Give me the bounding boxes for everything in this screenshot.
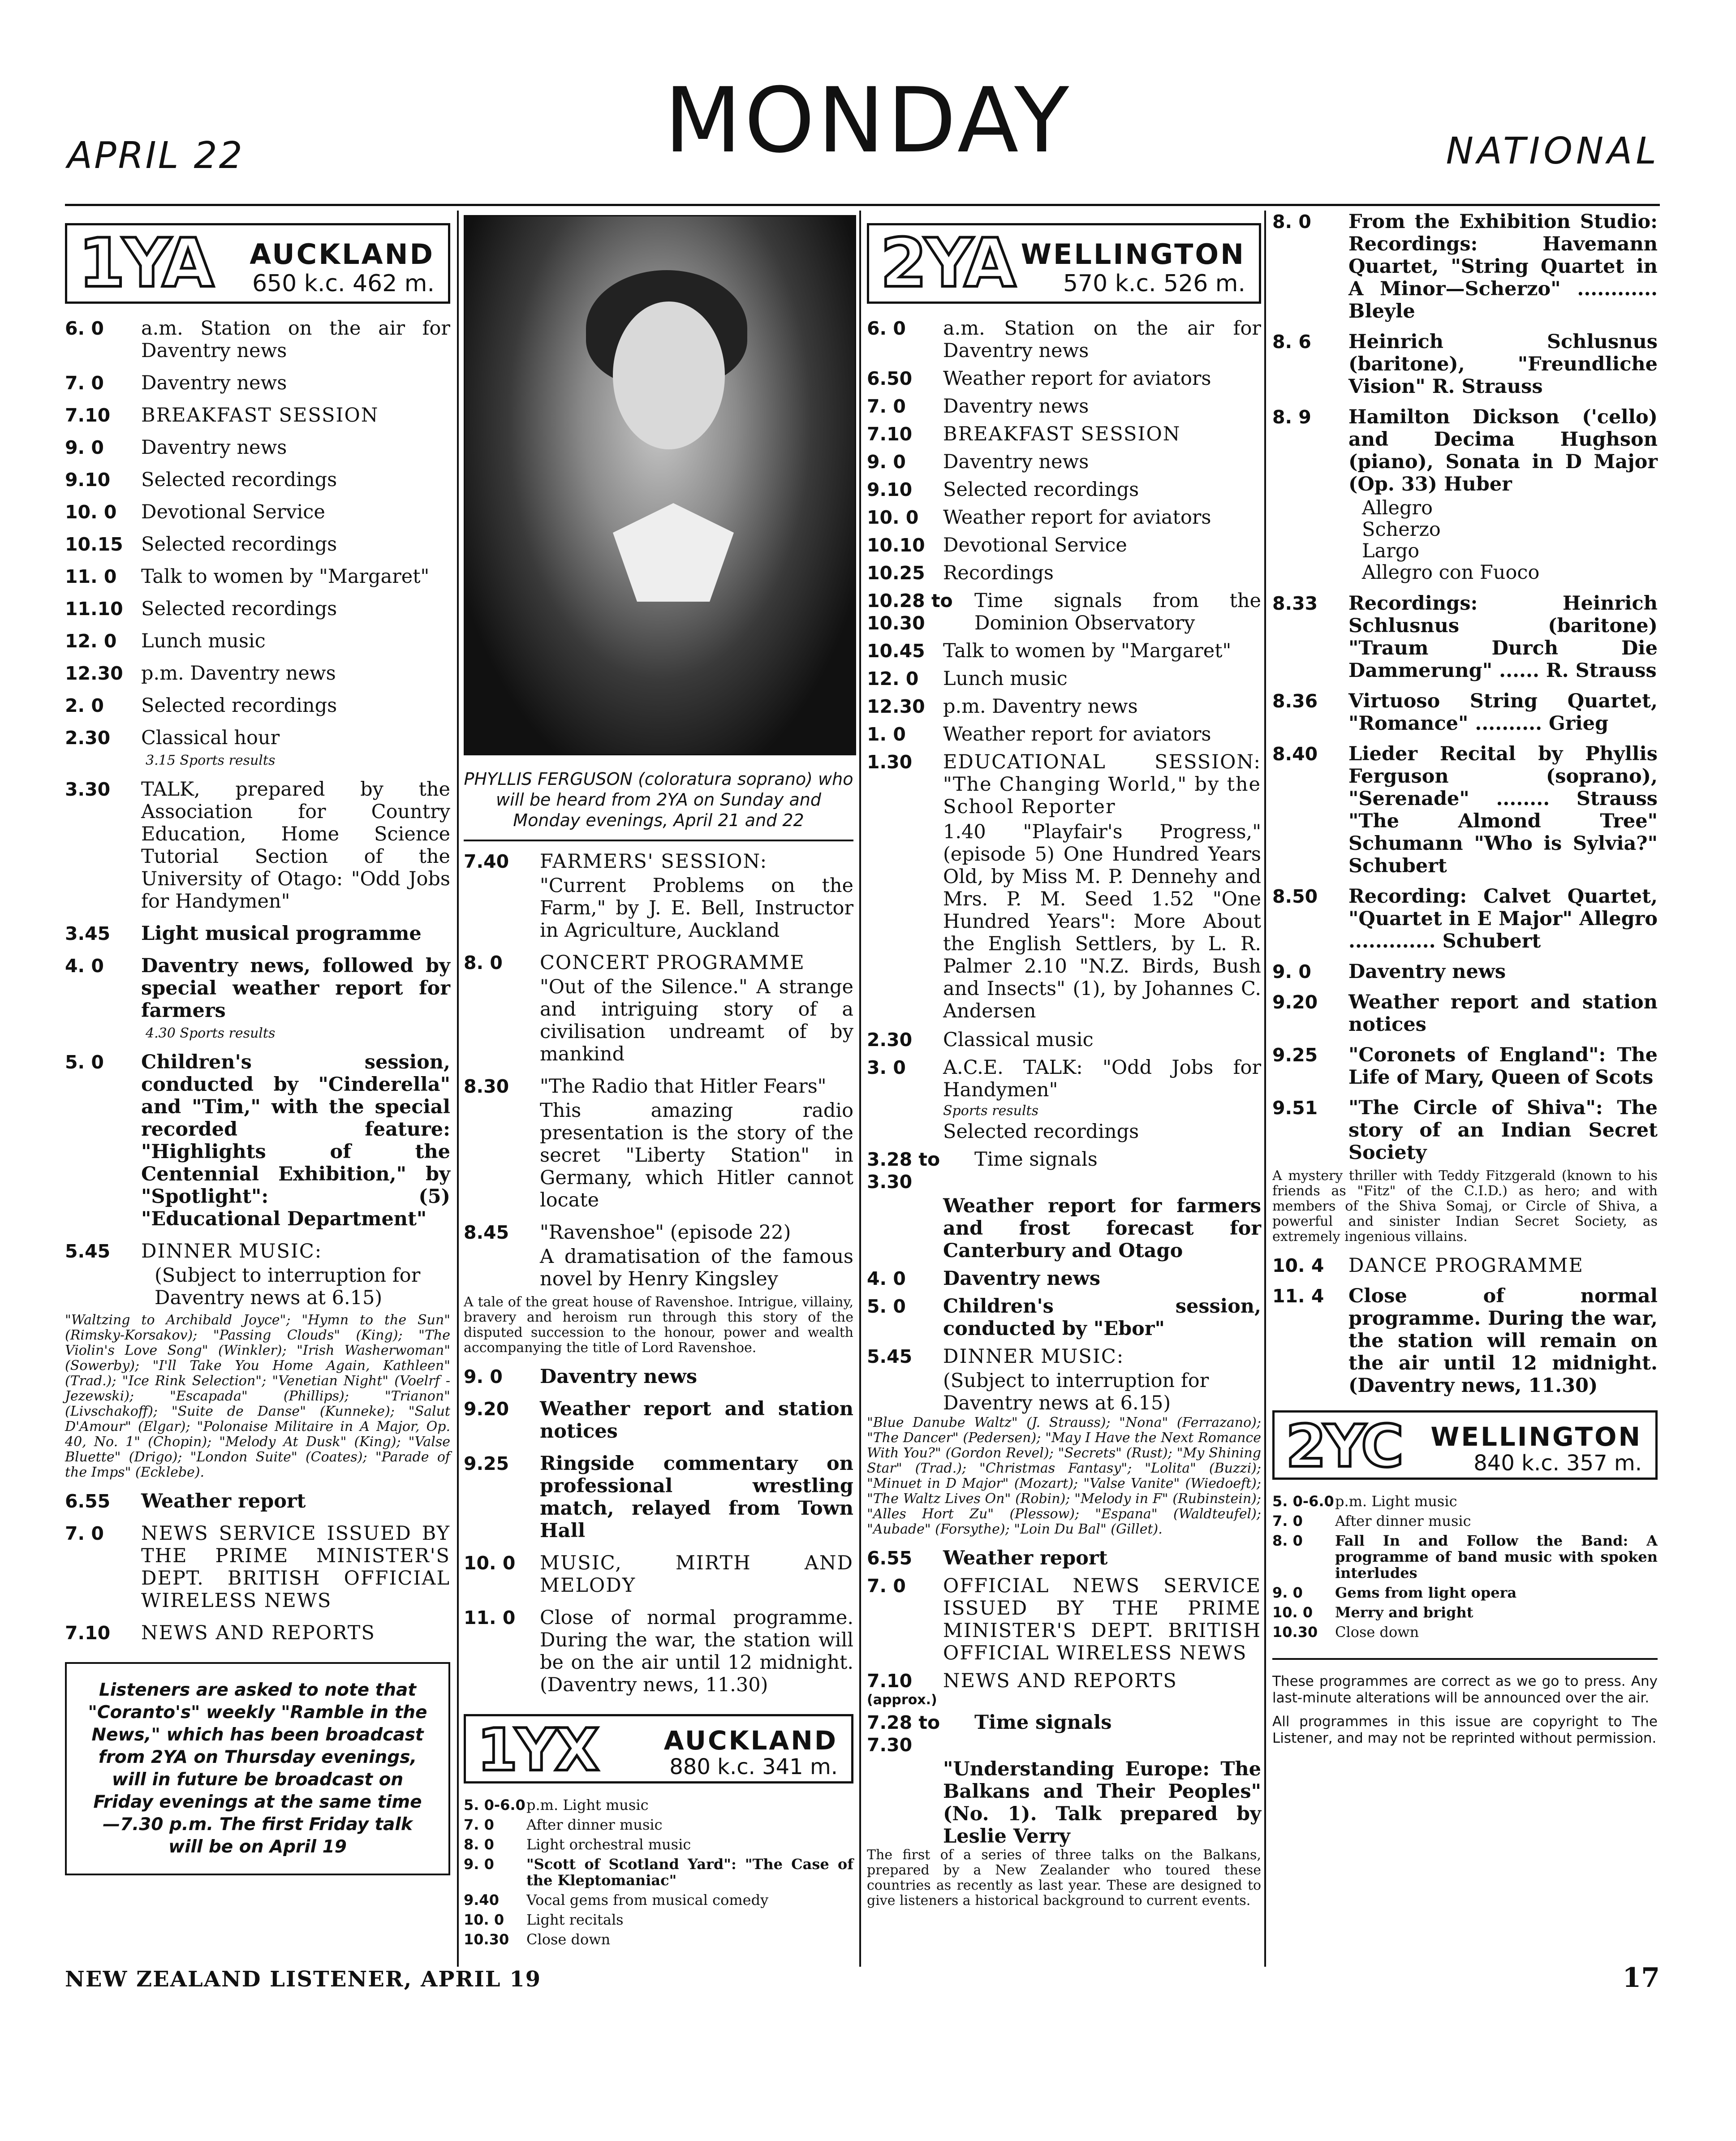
publication-footer: NEW ZEALAND LISTENER, APRIL 19 [65, 1967, 542, 1992]
station-city: WELLINGTON [1021, 238, 1245, 271]
programme-item: 8. 9 Hamilton Dickson ('cello) and Decima Hughson (piano), Sonata in D Major (Op. 33) Huber [1272, 406, 1658, 495]
programme-item: 5. 0 Children's session, conducted by "Cinderella" and "Tim," with the special recorded feature: "Highlights of the Centennial Exhibition," by "Spotlight": (5) "Educational Department" [65, 1051, 450, 1230]
station-call-sign: 1YX [477, 1716, 597, 1784]
movement-list [1272, 497, 1658, 583]
column-divider [1264, 211, 1266, 1967]
programme-item: 12. 0 Lunch music [65, 630, 266, 652]
programme-item: 7. 0 Daventry news [65, 372, 287, 394]
portrait-photo [464, 215, 856, 755]
programme-item: 7.10 BREAKFAST SESSION [867, 423, 1181, 445]
programme-item: 5.45 DINNER MUSIC: [65, 1240, 323, 1262]
programme-item: 10.15 Selected recordings [65, 533, 337, 556]
programme-item: 7.28 to 7.30 Time signals [867, 1711, 1112, 1756]
movement-item: Largo [1362, 540, 1420, 562]
programme-item: 8.33 Recordings: Heinrich Schlusnus (baritone) "Traum Durch Die Dammerung" ...... R. Strauss [1272, 592, 1658, 682]
column-2ya-evening-2yc [1272, 211, 1658, 1747]
programme-item: 2. 0 Selected recordings [65, 694, 337, 717]
programme-item: This amazing radio presentation is the story of the secret "Liberty Station" in Germany, which Hitler cannot locate [540, 1099, 853, 1211]
header-rule [65, 204, 1660, 206]
programme-item: 9. 0 Daventry news [1272, 961, 1506, 983]
programme-item: 7.10 NEWS AND REPORTS [65, 1622, 375, 1644]
station-city: WELLINGTON [1430, 1422, 1642, 1452]
dinner-music-list: "Blue Danube Waltz" (J. Strauss); "Nona" (Ferrazano); "The Dancer" (Pedersen); "May I Have the Next Romance With You?" (Gordon Revel); "Secrets" (Rust); "My Shining Star" (Trad.); "Christmas Fantasy"; "Lolita" (Buzzi); "Minuet in D Major" (Mozart); "Valse Vanite" (Wiedoeft); "The Waltz Lives On" (Robin); "Melody in F" (Rubinstein); "Alles Hort Zu" (Plessow); "Espana" (Waldteufel); "Aubade" (Forsythe); "Loin Du Bal" (Gillet). [867, 1415, 1261, 1537]
programme-item: 4. 0 Daventry news, followed by special weather report for farmers [65, 955, 450, 1022]
programme-item: 6.50 Weather report for aviators [867, 367, 1211, 390]
station-header-2yc [1272, 1410, 1658, 1480]
programme-item: 10.28 to 10.30 Time signals from the Dominion Observatory [867, 590, 1261, 634]
programme-subnote: (Subject to interruption for Daventry news at 6.15) [943, 1370, 1209, 1414]
station-header-1ya [65, 223, 450, 304]
programme-item: 9.10 Selected recordings [867, 478, 1139, 501]
divider [1272, 1658, 1658, 1660]
portrait-face [613, 302, 725, 449]
programme-item: 7.10 BREAKFAST SESSION [65, 404, 379, 426]
programme-item: 5.45 DINNER MUSIC: [867, 1345, 1124, 1368]
sports-results-note: Sports results [943, 1103, 1039, 1119]
column-divider [457, 211, 459, 1967]
listener-notice-box: Listeners are asked to note that "Coranto's" weekly "Ramble in the News," which has been broadcast from 2YA on Thursday evenings, will in future be broadcast on Friday evenings at the same time—7.30 p.m. The first Friday talk will be on April 19 [65, 1662, 450, 1875]
programme-item: 10. 4 DANCE PROGRAMME [1272, 1254, 1584, 1277]
station-frequency: 650 k.c. 462 m. [252, 270, 435, 297]
programme-item: 10. 0 Devotional Service [65, 501, 325, 523]
portrait-collar [613, 503, 734, 602]
station-header-2ya [867, 223, 1261, 304]
programme-item: 7.40 FARMERS' SESSION: [464, 850, 768, 873]
balkans-talk-note: The first of a series of three talks on the Balkans, prepared by a New Zealander who toured these countries as recently as last year. These are designed to give listeners a historical background to current events. [867, 1847, 1261, 1908]
programme-item: 10. 0 Merry and bright [1272, 1604, 1473, 1621]
programme-item: 9.40 Vocal gems from musical comedy [464, 1891, 769, 1908]
programme-item: 9.10 Selected recordings [65, 469, 337, 491]
sports-results-note: 4.30 Sports results [146, 1025, 276, 1041]
programme-item: "Current Problems on the Farm," by J. E. Bell, Instructor in Agriculture, Auckland [540, 874, 853, 942]
programme-item: 5. 0 Children's session, conducted by "Ebor" [867, 1295, 1261, 1340]
programme-item: A dramatisation of the famous novel by Henry Kingsley [540, 1245, 853, 1290]
programme-item: 7. 0 NEWS SERVICE ISSUED BY THE PRIME MINISTER'S DEPT. BRITISH OFFICIAL WIRELESS NEWS [65, 1522, 450, 1612]
programme-subnote: (Subject to interruption for Daventry news at 6.15) [155, 1264, 421, 1309]
programme-item: 8.45 "Ravenshoe" (episode 22) [464, 1221, 791, 1244]
programme-item: 10.30 Close down [1272, 1624, 1419, 1641]
photo-caption: PHYLLIS FERGUSON (coloratura soprano) who will be heard from 2YA on Sunday and Monday evenings, April 21 and 22 [464, 769, 853, 830]
approx-note: (approx.) [867, 1692, 937, 1708]
programme-item: "Understanding Europe: The Balkans and Their Peoples" (No. 1). Talk prepared by Leslie Verry [943, 1758, 1261, 1848]
programme-item: 6.55 Weather report [65, 1490, 306, 1512]
station-call-sign: 2YC [1286, 1412, 1401, 1480]
programme-item: 9. 0 Daventry news [867, 451, 1089, 473]
programme-item: 7. 0 After dinner music [464, 1816, 663, 1833]
programme-item: 7. 0 OFFICIAL NEWS SERVICE ISSUED BY THE PRIME MINISTER'S DEPT. BRITISH OFFICIAL WIRELESS NEWS [867, 1575, 1261, 1664]
programme-list-2ya [867, 317, 1261, 1908]
programme-item: 10.30 Close down [464, 1931, 611, 1948]
programme-item: 5. 0-6.0 p.m. Light music [1272, 1493, 1457, 1510]
programme-item: 5. 0-6.0 p.m. Light music [464, 1796, 649, 1814]
programme-item: 9.25 "Coronets of England": The Life of Mary, Queen of Scots [1272, 1044, 1658, 1089]
programme-list-1ya [65, 317, 450, 1644]
programme-item: 7.10 NEWS AND REPORTS [867, 1670, 1177, 1692]
page-title: MONDAY [664, 69, 1072, 173]
programme-item: 10. 0 MUSIC, MIRTH AND MELODY [464, 1552, 853, 1597]
programme-item: 9. 0 Daventry news [464, 1366, 698, 1388]
divider [464, 840, 853, 841]
programme-item: 11.10 Selected recordings [65, 598, 337, 620]
programme-item: 10.10 Devotional Service [867, 534, 1127, 556]
programme-item: 9.25 Ringside commentary on professional wrestling match, relayed from Town Hall [464, 1452, 853, 1542]
movement-item: Allegro con Fuoco [1362, 561, 1540, 584]
station-call-sign: 2YA [880, 224, 1013, 302]
programme-item: 1. 0 Weather report for aviators [867, 723, 1211, 745]
movement-item: Allegro [1362, 497, 1433, 519]
programme-item: 8.50 Recording: Calvet Quartet, "Quartet in E Major" Allegro ............. Schubert [1272, 885, 1658, 952]
programme-item: 9. 0 "Scott of Scotland Yard": "The Case of the Kleptomaniac" [464, 1856, 853, 1889]
programme-item: 3. 0 A.C.E. TALK: "Odd Jobs for Handymen" [867, 1056, 1261, 1101]
programme-accuracy-note: These programmes are correct as we go to press. Any last-minute alterations will be announced over the air. [1272, 1673, 1658, 1706]
programme-item: 12.30 p.m. Daventry news [867, 695, 1138, 718]
programme-item: 9. 0 Gems from light opera [1272, 1584, 1517, 1601]
programme-item: 4. 0 Daventry news [867, 1267, 1101, 1290]
programme-item: 1.30 EDUCATIONAL SESSION: "The Changing World," by the School Reporter [867, 751, 1261, 818]
column-divider [859, 211, 861, 1967]
programme-item: 12.30 p.m. Daventry news [65, 662, 336, 685]
programme-item: 10. 0 Weather report for aviators [867, 506, 1211, 529]
programme-item: 11. 4 Close of normal programme. During the war, the station will remain on the air until 12 midnight. (Daventry news, 11.30) [1272, 1285, 1658, 1397]
programme-item: 2.30 Classical music [867, 1029, 1094, 1051]
programme-item: 7. 0 After dinner music [1272, 1512, 1471, 1529]
station-frequency: 880 k.c. 341 m. [669, 1754, 838, 1779]
programme-item: "Out of the Silence." A strange and intriguing story of a civilisation undreamt of by mankind [540, 976, 853, 1065]
dinner-music-list: "Waltzing to Archibald Joyce"; "Hymn to the Sun" (Rimsky-Korsakov); "Passing Clouds" (King); "The Violin's Love Song" (Winkler); "Irish Washerwoman" (Sowerby); "I'll Take You Home Again, Kathleen" (Trad.); "Ice Rink Selection"; "Venetian Night" (Voelrf - Jezewski); "Escapada" (Phillips); "Trianon" (Livschakoff); "Suite de Danse" (Kunneke); "Salut D'Amour" (Elgar); "Polonaise Militaire in A Major, Op. 40, No. 1" (Chopin); "Melody At Dusk" (King); "Valse Bluette" (Drigo); "London Suite" (Coates); "Parade of the Imps" (Ecklebe). [65, 1312, 450, 1480]
page-number: 17 [1622, 1962, 1660, 1994]
movement-item: Scherzo [1362, 518, 1441, 541]
issue-date: APRIL 22 [67, 134, 244, 177]
programme-item: 8. 0 CONCERT PROGRAMME [464, 952, 805, 974]
station-city: AUCKLAND [663, 1725, 838, 1756]
station-header-1yx [464, 1714, 853, 1783]
programme-item: 8.30 "The Radio that Hitler Fears" [464, 1075, 827, 1098]
programme-item: 9. 0 Daventry news [65, 436, 287, 459]
station-call-sign: 1YA [78, 224, 211, 302]
ravenshoe-note: A tale of the great house of Ravenshoe. Intrigue, villainy, bravery and heroism run through this story of the disputed succession to the honour, power and wealth accompanying the title of Lord Ravenshoe. [464, 1294, 853, 1356]
programme-item: 11. 0 Talk to women by "Margaret" [65, 565, 430, 588]
programme-item: 9.51 "The Circle of Shiva": The story of an Indian Secret Society [1272, 1097, 1658, 1164]
programme-item: 11. 0 Close of normal programme. During the war, the station will be on the air until 12 midnight. (Daventry news, 11.30) [464, 1607, 853, 1696]
programme-item: 9.20 Weather report and station notices [464, 1398, 853, 1443]
selected-recordings-note: Selected recordings [943, 1120, 1139, 1143]
column-photo-1ya-evening [464, 215, 853, 1951]
programme-item: 10.45 Talk to women by "Margaret" [867, 640, 1232, 662]
programme-item: 8. 6 Heinrich Schlusnus (baritone), "Freundliche Vision" R. Strauss [1272, 331, 1658, 398]
programme-item: 7. 0 Daventry news [867, 395, 1089, 418]
column-2ya [867, 215, 1261, 1918]
educational-session-details: 1.40 "Playfair's Progress," (episode 5) One Hundred Years Old, by Miss M. P. Dennehy and Mrs. P. M. Seed 1.52 "One Hundred Years": More About the English Settlers, by L. R. Palmer 2.10 "N.Z. Birds, Bush and Insects" (1), by Johannes C. Andersen [943, 821, 1261, 1022]
programme-item: 8. 0 Light orchestral music [464, 1836, 691, 1853]
programme-item: 6. 0 a.m. Station on the air for Daventry news [65, 317, 450, 362]
programme-item: 10.25 Recordings [867, 562, 1054, 584]
sports-results-note: 3.15 Sports results [146, 753, 276, 768]
programme-item: 8. 0 From the Exhibition Studio: Recordings: Havemann Quartet, "String Quartet in A Minor—Scherzo" ............ Bleyle [1272, 211, 1658, 323]
station-frequency: 840 k.c. 357 m. [1473, 1451, 1642, 1476]
programme-item: 6. 0 a.m. Station on the air for Daventry news [867, 317, 1261, 362]
programme-item: 10. 0 Light recitals [464, 1911, 624, 1928]
programme-item: 2.30 Classical hour [65, 727, 280, 749]
programme-item: 8.40 Lieder Recital by Phyllis Ferguson (soprano), "Serenade" ........ Strauss "The Almond Tree" Schumann "Who is Sylvia?" Schubert [1272, 743, 1658, 877]
programme-item: 6.55 Weather report [867, 1547, 1108, 1569]
column-1ya [65, 215, 450, 1875]
programme-list-1yx [464, 1797, 853, 1947]
programme-item: 3.28 to 3.30 Time signals [867, 1148, 1098, 1193]
section-label: NATIONAL [1446, 130, 1660, 172]
programme-item: 8. 0 Fall In and Follow the Band: A programme of band music with spoken interludes [1272, 1532, 1658, 1581]
station-frequency: 570 k.c. 526 m. [1063, 270, 1245, 297]
programme-item: 3.45 Light musical programme [65, 922, 422, 945]
programme-item: 8.36 Virtuoso String Quartet, "Romance" .......... Grieg [1272, 690, 1658, 735]
shiva-note: A mystery thriller with Teddy Fitzgerald (known to his friends as "Fitz" of the C.I.D.) as hero; and with members of the Shiva Somaj, or Circle of Shiva, a powerful and sinister Indian Secret Society, as extremely ingenious villains. [1272, 1168, 1658, 1245]
programme-item: Weather report for farmers and frost forecast for Canterbury and Otago [943, 1195, 1261, 1262]
programme-item: 3.30 TALK, prepared by the Association for Country Education, Home Science Tutorial Section of the University of Otago: "Odd Jobs for Handymen" [65, 778, 450, 913]
programme-list-2yc [1272, 1493, 1658, 1640]
copyright-note: All programmes in this issue are copyright to The Listener, and may not be reprinted without permission. [1272, 1714, 1658, 1746]
programme-item: 12. 0 Lunch music [867, 668, 1068, 690]
programme-item: 9.20 Weather report and station notices [1272, 991, 1658, 1036]
station-city: AUCKLAND [250, 238, 435, 271]
